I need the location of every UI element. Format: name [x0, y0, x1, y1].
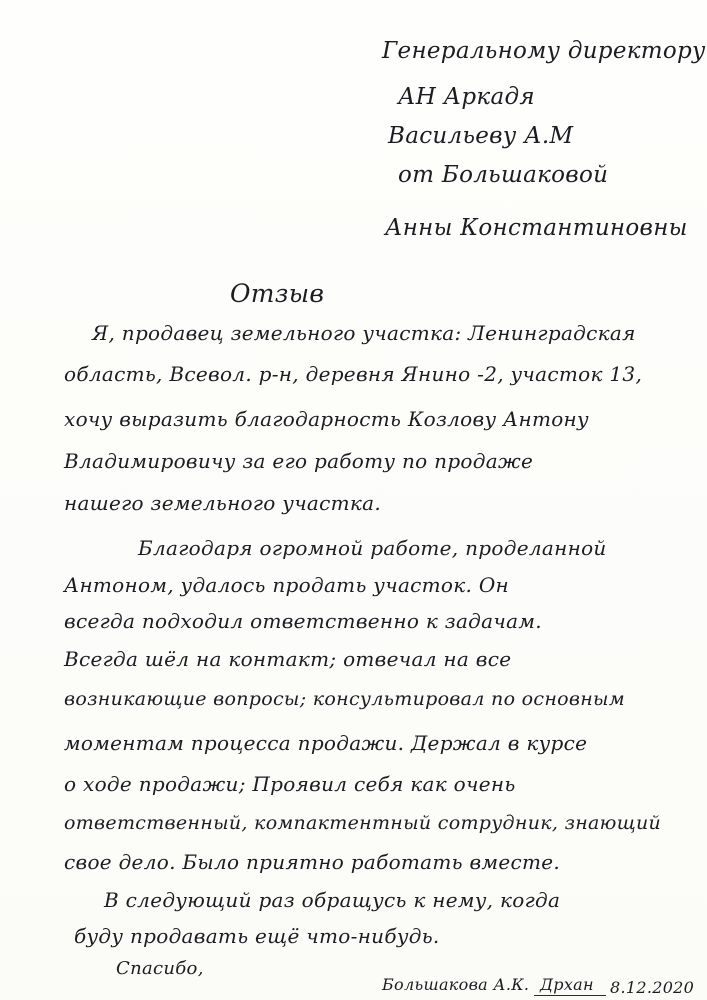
body-line: область, Всевол. р-н, деревня Янино -2, участок 13,	[64, 362, 643, 386]
body-line: Я, продавец земельного участка: Ленинградская	[92, 321, 636, 345]
body-line: В следующий раз обращусь к нему, когда	[104, 888, 561, 912]
body-line: Владимировичу за его работу по продаже	[64, 449, 534, 473]
body-line: всегда подходил ответственно к задачам.	[64, 609, 542, 633]
body-line: о ходе продажи; Проявил себя как очень	[64, 772, 516, 796]
body-line: Благодаря огромной работе, проделанной	[138, 536, 607, 560]
closing-thanks: Спасибо,	[116, 958, 204, 979]
signature-mark: Дрхан	[540, 975, 594, 994]
header-agency-name: АН Аркадя	[398, 84, 535, 110]
header-recipient-name: Васильеву А.М	[388, 123, 574, 149]
signature-underline	[534, 995, 606, 996]
body-line: хочу выразить благодарность Козлову Антону	[64, 407, 589, 431]
signature-name: Большакова А.К.	[382, 975, 530, 994]
body-line: Всегда шёл на контакт; отвечал на все	[64, 647, 512, 671]
letter-title: Отзыв	[230, 279, 325, 308]
body-line: моментам процесса продажи. Держал в курсе	[64, 731, 588, 755]
header-sender-from: от Большаковой	[398, 162, 609, 188]
body-line: буду продавать ещё что-нибудь.	[74, 924, 440, 948]
body-line: Антоном, удалось продать участок. Он	[64, 573, 509, 597]
signature-date: 8.12.2020	[610, 978, 695, 997]
body-line: свое дело. Было приятно работать вместе.	[64, 850, 561, 874]
body-line: нашего земельного участка.	[64, 491, 382, 515]
body-line: ответственный, компактентный сотрудник, знающий	[64, 812, 662, 834]
body-line: возникающие вопросы; консультировал по основным	[64, 688, 625, 710]
header-recipient-title: Генеральному директору	[382, 38, 706, 64]
header-sender-name: Анны Константиновны	[385, 215, 688, 241]
